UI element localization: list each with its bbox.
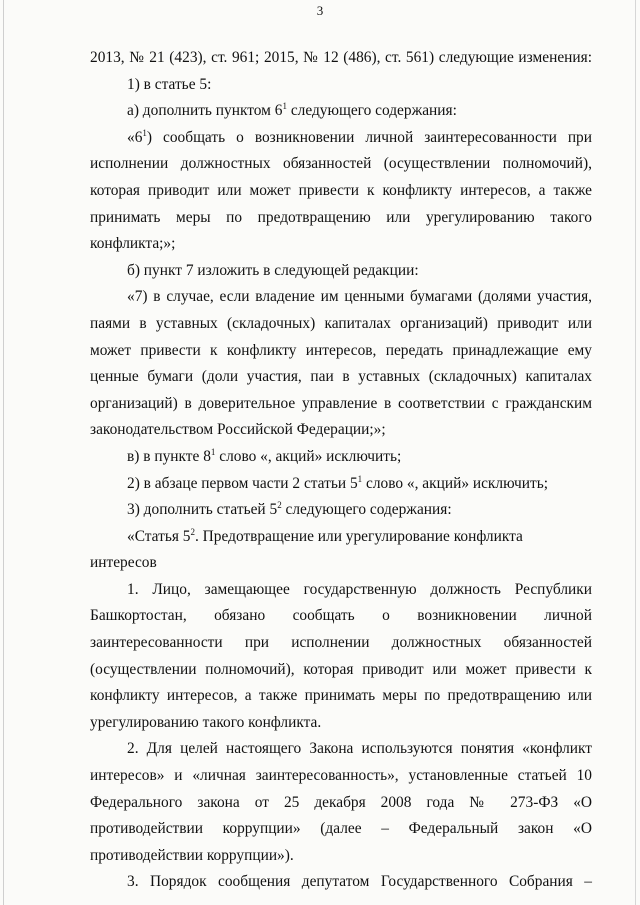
article-heading: «Статья $5^2$. Предотвращение или урегулирование конфликта интересов — [90, 526, 523, 572]
paragraph: в) в пункте $8^1$ слово «, акций» исключить; — [127, 446, 402, 465]
paragraph: «$6^1$) сообщать о возникновении личной заинтересованности при исполнении должностных обязанностей (осуществлении полномочий), которая приводит или может привести к конфликту интересов, а также принимать меры по предотвращению или урегулированию такого конфликта;»; — [90, 127, 592, 253]
paragraph: 2013, № 21 (423), ст. 961; 2015, № 12 (486), ст. 561) следующие изменения: — [90, 49, 592, 66]
paragraph: 2) в абзаце первом части 2 статьи $5^1$ слово «, акций» исключить; — [127, 473, 549, 492]
paragraph: 1. Лицо, замещающее государственную должность Республики Башкортостан, обязано сообщать о возникновении личной заинтересованности при исполнении должностных обязанностей (осуществлении полномочий), которая приводит или может привести к конфликту интересов, а также принимать меры по предотвращению или урегулированию такого конфликта. — [90, 580, 592, 731]
paragraph: 2. Для целей настоящего Закона используются понятия «конфликт интересов» и «личная заинтересованность», установленные статьей 10 Федерального закона от 25 декабря 2008 года № 273-ФЗ «О противодействии коррупции» (далее – Федеральный закон «О противодействии коррупции»). — [90, 740, 592, 864]
paragraph: 3. Порядок сообщения депутатом Государственного Собрания – — [127, 873, 592, 891]
paragraph: а) дополнить пунктом $6^1$ следующего содержания: — [127, 101, 457, 120]
paragraph: «7) в случае, если владение им ценными бумагами (долями участия, паями в уставных (складочных) капиталах организаций) приводит или может привести к конфликту интересов, передать принадлежащие ему ценные бумаги (доли участия, паи в уставных (складочных) капиталах организаций) в доверительное управление в соответствии с гражданским законодательством Российской Федерации;»; — [90, 288, 592, 439]
document-body — [90, 45, 592, 896]
paragraph: 1) в статье 5: — [127, 75, 212, 93]
scan-edge-right — [635, 0, 636, 905]
paragraph: б) пункт 7 изложить в следующей редакции: — [127, 261, 419, 279]
paragraph: 3) дополнить статьей $5^2$ следующего содержания: — [127, 500, 452, 519]
page-number: 3 — [316, 3, 324, 18]
scan-edge-left — [3, 0, 4, 905]
